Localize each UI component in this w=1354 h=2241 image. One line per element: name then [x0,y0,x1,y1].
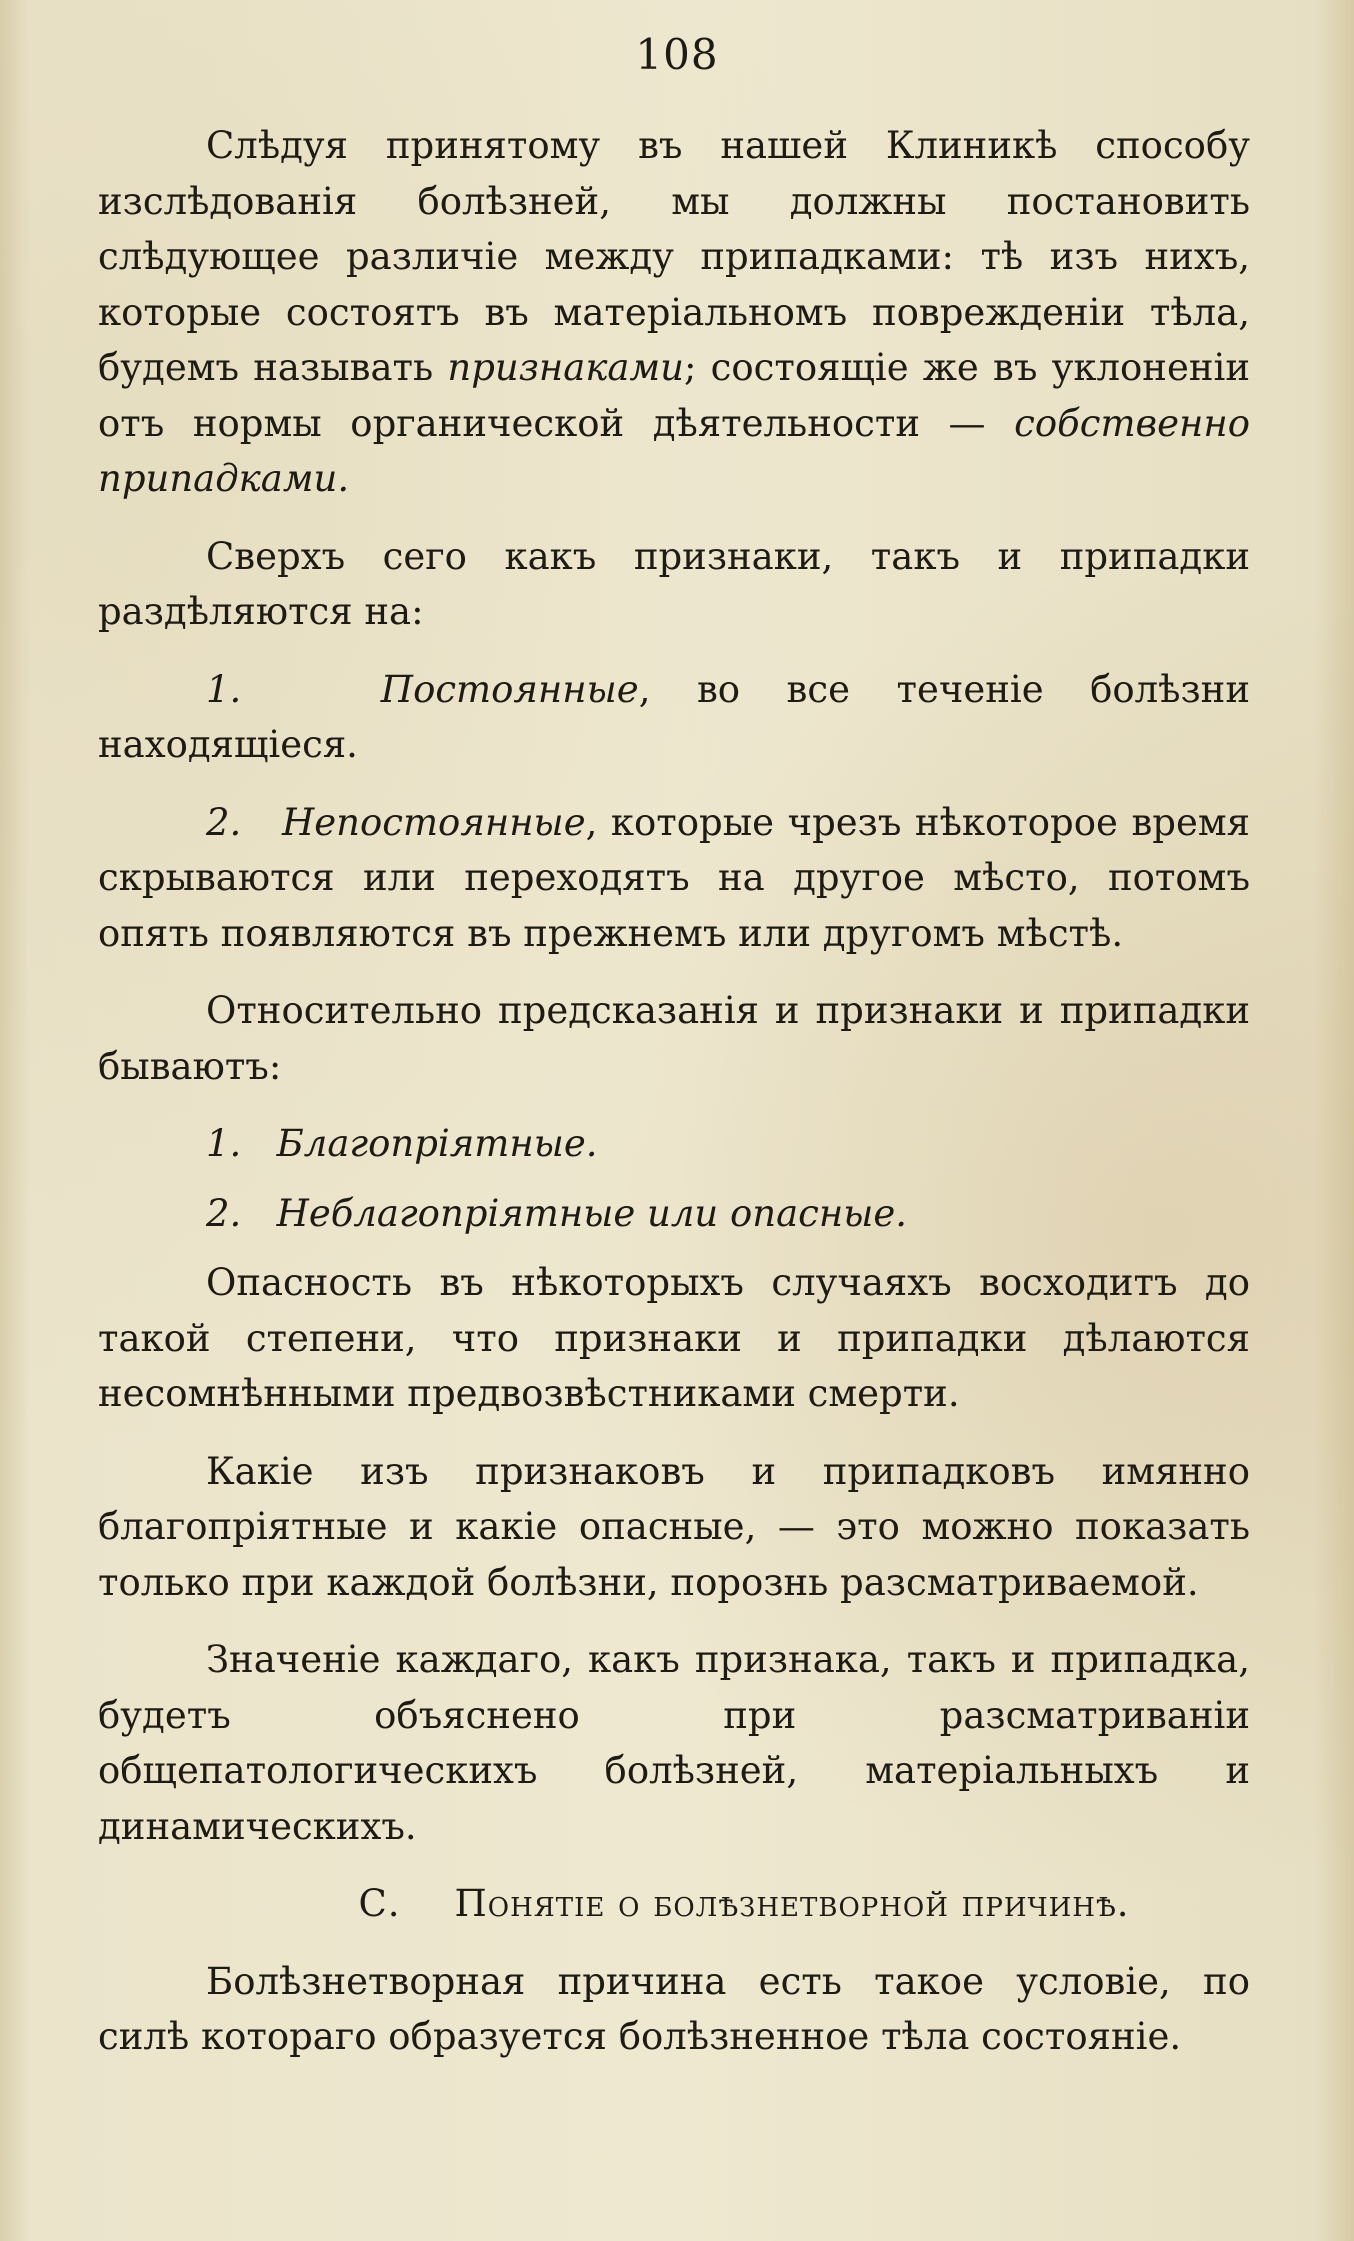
term-dangerous: Неблагопріятные или опасные. [276,1191,908,1235]
paragraph-cause-definition: Болѣзнетворная причина есть такое условіе, по силѣ котораго образуется болѣзненное тѣла состояніе. [98,1959,1250,2058]
paragraph-meaning: Значеніе каждаго, какъ признака, такъ и припадка, будетъ объяснено при разсматриваніи общепатологическихъ болѣзней, матеріальныхъ и динамическихъ. [98,1638,1250,1848]
list-number: 1. [206,1122,242,1165]
term-signs: признаками [447,346,684,389]
list-number: 2. [206,800,242,844]
list-item-inconstant [98,795,1250,962]
section-letter: С. [358,1882,401,1925]
list-item-constant [98,662,1250,773]
section-title: Понятіе о болѣзнетворной причинѣ. [454,1882,1130,1925]
paragraph-text: Слѣдуя принятому въ нашей Клиникѣ способу изслѣдованія болѣзней, мы должны постановить слѣдующее различіе между припадками: тѣ изъ нихъ, которые состоятъ въ матеріальномъ поврежденіи тѣла, будемъ называть [98,124,1250,389]
paragraph-prognosis: Относительно предсказанія и признаки и припадки бываютъ: [98,989,1250,1088]
paragraph-danger: Опасность въ нѣкоторыхъ случаяхъ восходитъ до такой степени, что признаки и припадки дѣлаются несомнѣнными предвозвѣстниками смерти. [98,1261,1250,1415]
list-number: 1. [206,667,242,711]
list-item-favorable [98,1116,1250,1172]
paragraph-division: Сверхъ сего какъ признаки, такъ и припадки раздѣляются на: [98,534,1250,633]
paragraph-which-signs: Какіе изъ признаковъ и припадковъ имянно благопріятные и какіе опасные, — это можно показать только при каждой болѣзни, порознь разсматриваемой. [98,1449,1250,1604]
paragraph-signs-definition [98,118,1250,507]
term-constant: Постоянные [380,667,639,711]
page-body [98,118,1250,2065]
page-number: 108 [635,30,719,79]
term-inconstant: Непостоянные [281,800,586,844]
list-item-text: , которые чрезъ нѣкоторое время скрываются или переходятъ на другое мѣсто, потомъ опять появляются въ прежнемъ или другомъ мѣстѣ. [98,800,1250,955]
term-symptoms: собственно припадками. [98,401,1250,500]
list-item-text: , во все теченіе болѣзни находящіеся. [98,667,1250,766]
list-item-dangerous [98,1186,1250,1242]
term-favorable: Благопріятные. [276,1122,598,1165]
paragraph-text: ; состоящіе же въ уклоненіи отъ нормы органической дѣятельности — [98,346,1250,445]
section-heading [98,1876,1250,1932]
list-number: 2. [206,1191,242,1235]
